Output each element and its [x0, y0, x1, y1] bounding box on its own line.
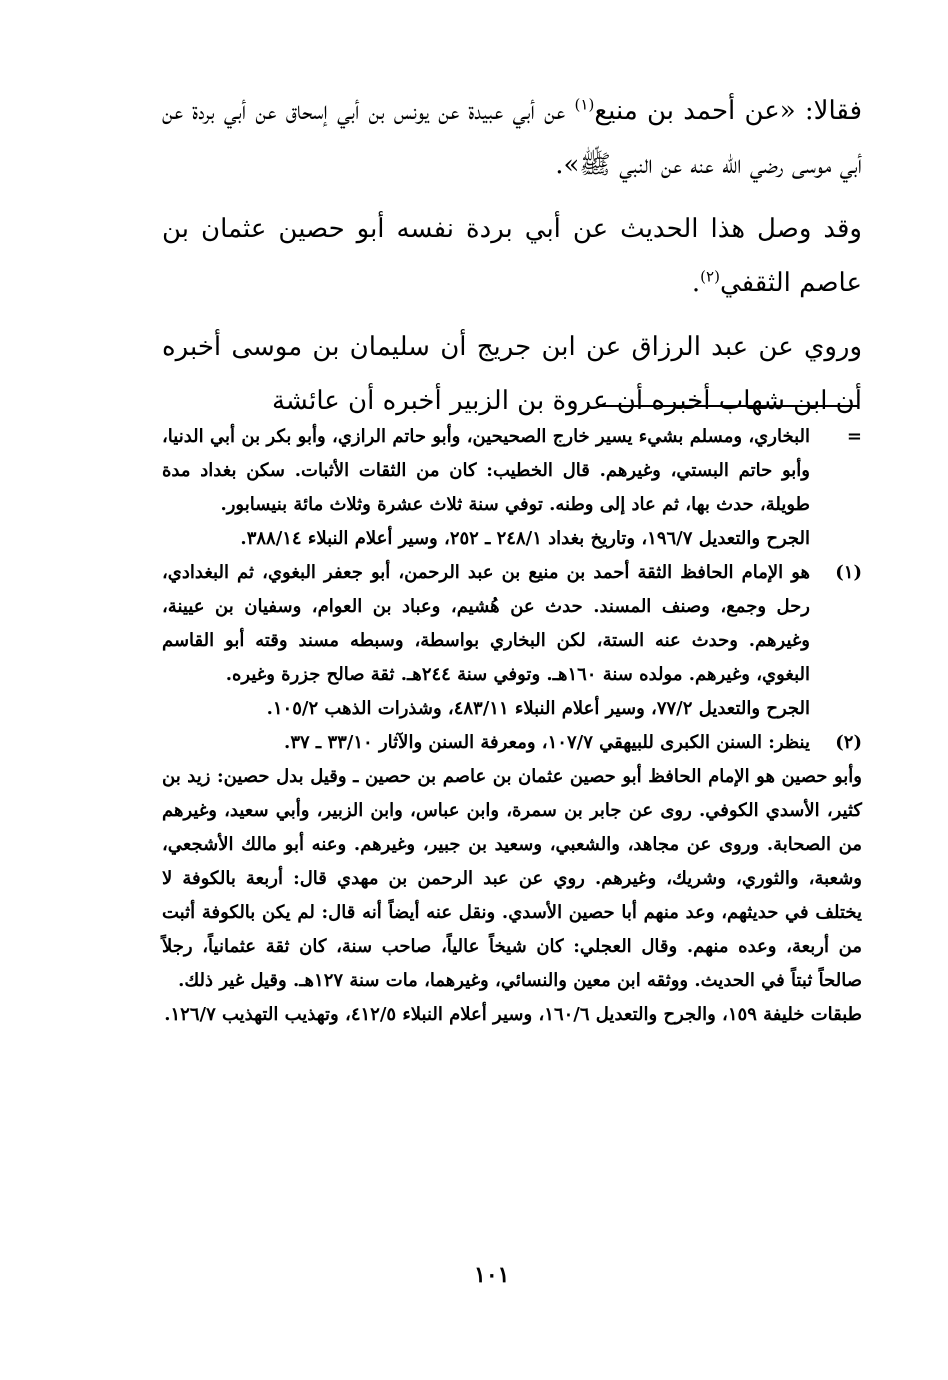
footnote-ref-2: (٢): [700, 267, 720, 286]
footnotes: [162, 420, 862, 1032]
footnote-1-mark: (١): [835, 562, 862, 583]
footnote-2-mark: (٢): [835, 732, 862, 753]
footnote-1-references: الجرح والتعديل ٧٧/٢، وسير أعلام النبلاء ٤٨٣/١١، وشذرات الذهب ١٠٥/٢.: [266, 698, 810, 719]
footnote-1: [162, 556, 862, 692]
footnote-2-biography: وأبو حصين هو الإمام الحافظ أبو حصين عثمان بن عاصم بن حصين ـ وقيل بدل حصين: زيد بن كثير، الأسدي الكوفي. روى عن جابر بن سمرة، وابن عباس، وابن الزبير، وأبي سعيد، وغيرهم من الصحابة. وروى عن مجاهد، والشعبي، وسعيد بن جبير، وغيرهم. وعنه أبو مالك الأشجعي، وشعبة، والثوري، وشريك، وغيرهم. روي عن عبد الرحمن بن مهدي قال: أربعة بالكوفة لا يختلف في حديثهم، وعد منهم أبا حصين الأسدي. ونقل عنه أيضاً أنه قال: لم يكن بالكوفة أثبت من أربعة، وعده منهم. وقال العجلي: كان شيخاً عالياً، صاحب سنة، كان ثقة عثمانياً، رجلاً صالحاً ثبتاً في الحديث. ووثقه ابن معين والنسائي، وغيرهما، مات سنة ١٢٧هـ. وقيل غير ذلك.: [162, 766, 862, 991]
paragraph-1-start: فقالا: «عن أحمد بن منيع: [594, 96, 862, 126]
paragraph-3: وروي عن عبد الرزاق عن ابن جريج أن سليمان بن موسى أخبره أن ابن شهاب أخبره أن عروة بن الزبير أخبره أن عائشة: [162, 332, 863, 416]
footnote-1-text: هو الإمام الحافظ الثقة أحمد بن منيع بن عبد الرحمن، أبو جعفر البغوي، ثم البغدادي، رحل وجمع، وصنف المسند. حدث عن هُشيم، وعباد بن العوام، وسفيان بن عيينة، وغيرهم. وحدث عنه الستة، لكن البخاري بواسطة، وسبطه مسند وقته أبو القاسم البغوي، وغيرهم. مولده سنة ١٦٠هـ. وتوفي سنة ٢٤٤هـ. ثقة صالح جزرة وغيره.: [162, 562, 810, 685]
footnote-2-text: ينظر: السنن الكبرى للبيهقي ١٠٧/٧، ومعرفة السنن والآثار ٣٣/١٠ ـ ٣٧.: [284, 732, 810, 753]
paragraph-2-start: وقد وصل هذا الحديث عن أبي بردة نفسه أبو حصين عثمان بن عاصم الثقفي: [162, 214, 862, 298]
main-text: [162, 84, 862, 428]
footnote-continuation: [162, 420, 862, 522]
footnote-2: [162, 726, 862, 760]
paragraph-1: [162, 84, 862, 192]
footnote-separator: [598, 405, 858, 407]
footnote-2-references: طبقات خليفة ١٥٩، والجرح والتعديل ١٦٠/٦، وسير أعلام النبلاء ٤١٢/٥، وتهذيب التهذيب ١٢٦/٧.: [164, 1004, 862, 1025]
page-number: ١٠١: [474, 1262, 510, 1288]
continuation-text: البخاري، ومسلم بشيء يسير خارج الصحيحين، وأبو حاتم الرازي، وأبو بكر بن أبي الدنيا، وأبو حاتم البستي، وغيرهم. قال الخطيب: كان من الثقات الأثبات. سكن بغداد مدة طويلة، حدث بها، ثم عاد إلى وطنه. توفي سنة ثلاث عشرة وثلاث مائة بنيسابور.: [162, 426, 810, 515]
continuation-mark: =: [846, 426, 862, 447]
paragraph-1-end: عن أبي عبيدة عن يونس بن أبي إسحاق عن أبي بردة عن أبي موسى رضي الله عنه عن النبي ﷺ».: [162, 96, 862, 180]
paragraph-2-end: .: [691, 268, 701, 298]
continuation-references: الجرح والتعديل ١٩٦/٧، وتاريخ بغداد ٢٤٨/١ ـ ٢٥٢، وسير أعلام النبلاء ٣٨٨/١٤.: [240, 528, 810, 549]
paragraph-2: [162, 202, 862, 310]
footnote-ref-1: (١): [574, 95, 595, 114]
